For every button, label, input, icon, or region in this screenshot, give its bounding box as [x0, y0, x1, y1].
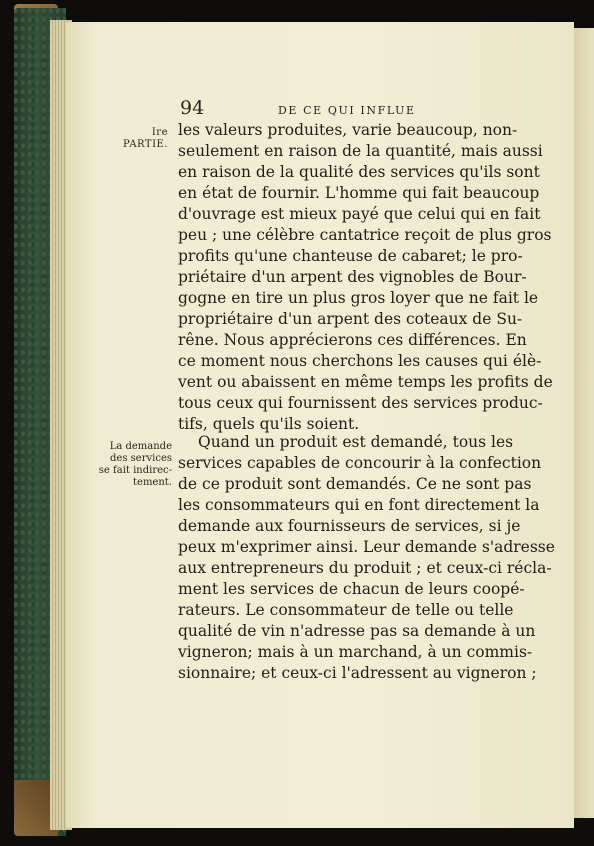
text-line: qualité de vin n'adresse pas sa demande à un: [178, 622, 536, 640]
margin-note: [98, 441, 172, 489]
paragraph-2: [178, 432, 555, 684]
margin-note-line: tement.: [133, 477, 172, 488]
text-line: de ce produit sont demandés. Ce ne sont pas: [178, 475, 532, 493]
paragraph-1: [178, 120, 553, 435]
text-line: tous ceux qui fournissent des services produc-: [178, 394, 543, 412]
text-line: en raison de la qualité des services qu'ils sont: [178, 163, 540, 181]
text-line: demande aux fournisseurs de services, si je: [178, 517, 521, 535]
text-line: ment les services de chacun de leurs coopé-: [178, 580, 525, 598]
text-line: propriétaire d'un arpent des coteaux de Su-: [178, 310, 523, 328]
text-line: les consommateurs qui en font directement la: [178, 496, 540, 514]
text-line: vent ou abaissent en même temps les profits de: [178, 373, 553, 391]
text-line: peux m'exprimer ainsi. Leur demande s'adresse: [178, 538, 555, 556]
text-line: d'ouvrage est mieux payé que celui qui en fait: [178, 205, 541, 223]
text-line: tifs, quels qu'ils soient.: [178, 415, 360, 433]
text-line: priétaire d'un arpent des vignobles de Bour-: [178, 268, 527, 286]
text-line: services capables de concourir à la confection: [178, 454, 542, 472]
page-number: 94: [180, 97, 205, 119]
text-line: vigneron; mais à un marchand, à un commis-: [178, 643, 533, 661]
text-line: peu ; une célèbre cantatrice reçoit de plus gros: [178, 226, 552, 244]
margin-note-line: La demande: [109, 441, 172, 452]
part-label: Ire PARTIE.: [123, 127, 168, 150]
text-line: seulement en raison de la quantité, mais aussi: [178, 142, 543, 160]
margin-note-line: se fait indirec-: [98, 465, 172, 476]
text-line: sionnaire; et ceux-ci l'adressent au vigneron ;: [178, 664, 537, 682]
margin-note-line: des services: [110, 453, 172, 464]
text-line: rêne. Nous apprécierons ces différences. En: [178, 331, 527, 349]
text-line: ce moment nous cherchons les causes qui élè-: [178, 352, 542, 370]
text-line: les valeurs produites, varie beaucoup, non-: [178, 121, 518, 139]
text-line: profits qu'une chanteuse de cabaret; le pro-: [178, 247, 523, 265]
text-line: aux entrepreneurs du produit ; et ceux-ci récla-: [178, 559, 552, 577]
running-title: DE CE QUI INFLUE: [278, 104, 416, 117]
text-line: Quand un produit est demandé, tous les: [198, 433, 514, 451]
text-line: en état de fournir. L'homme qui fait beaucoup: [178, 184, 540, 202]
text-line: rateurs. Le consommateur de telle ou telle: [178, 601, 514, 619]
text-line: gogne en tire un plus gros loyer que ne fait le: [178, 289, 539, 307]
